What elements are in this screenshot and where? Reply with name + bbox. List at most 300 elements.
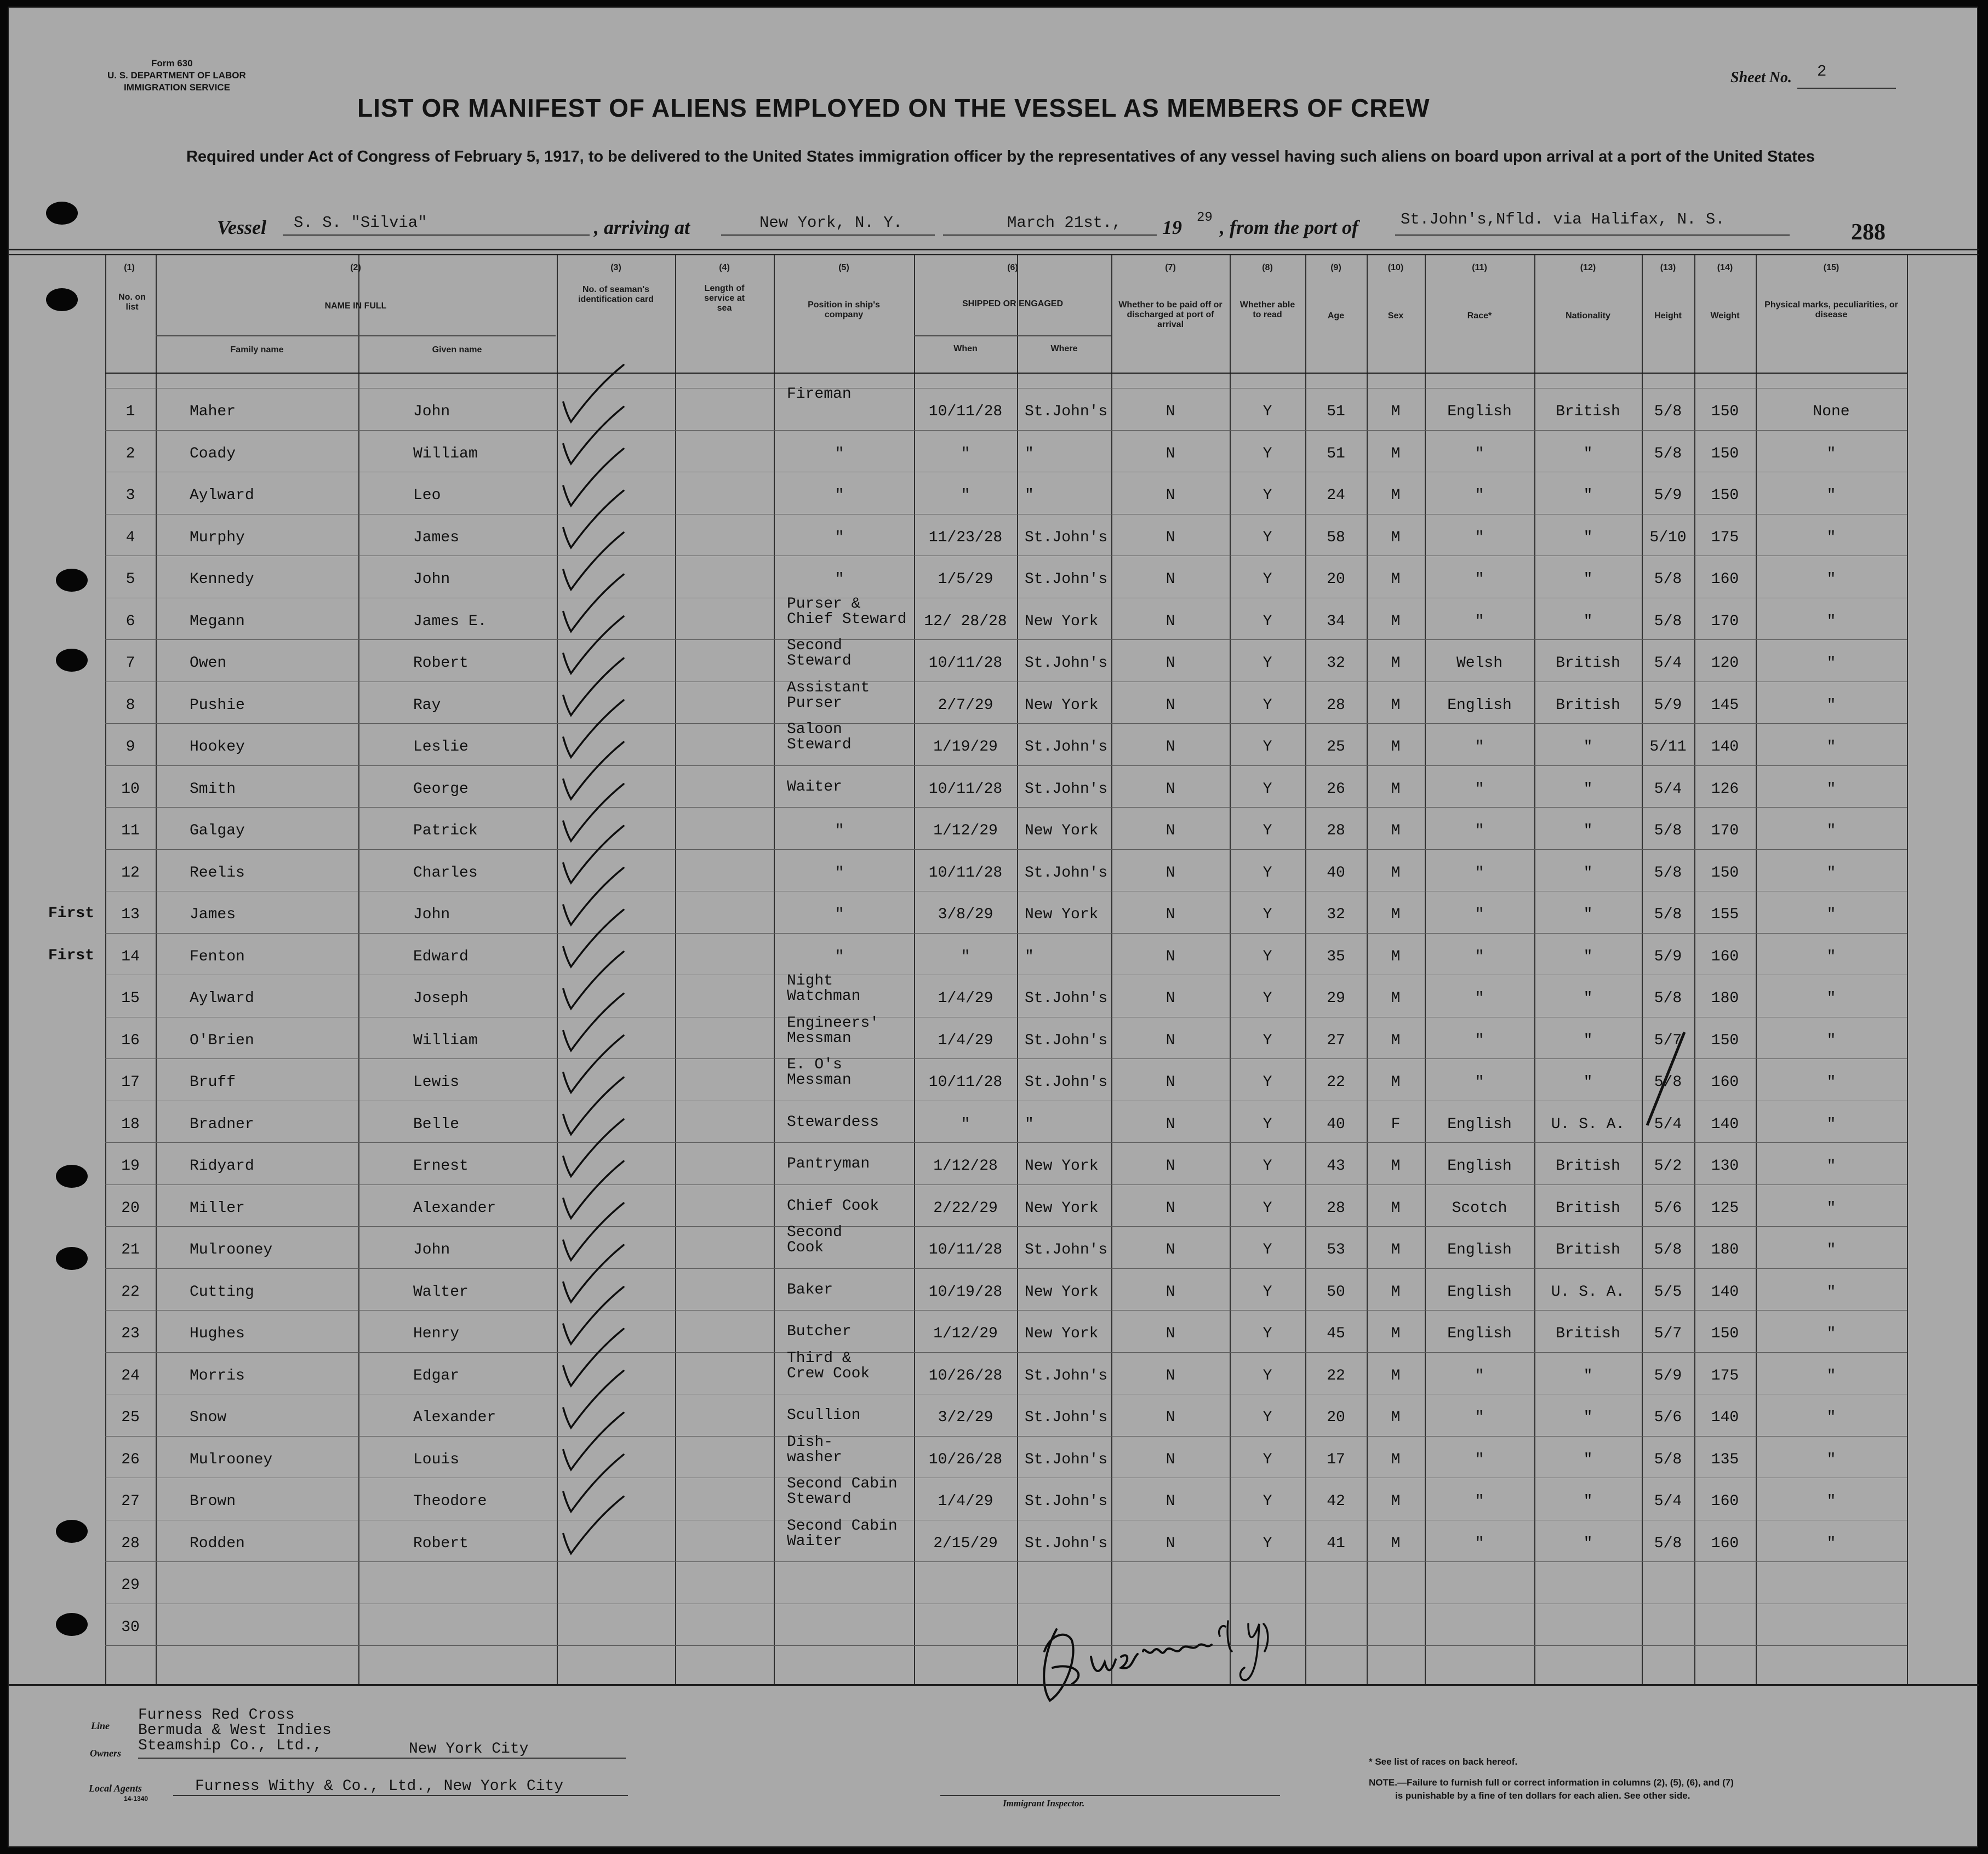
cell-given: John <box>413 1241 450 1258</box>
cell-paid: N <box>1166 822 1175 839</box>
arrival-date: March 21st., <box>1007 214 1122 232</box>
cell-pos1: Second Cabin <box>787 1518 898 1535</box>
cell-read: Y <box>1263 403 1272 420</box>
cell-given: Joseph <box>413 990 469 1007</box>
id-card-checkmark <box>563 1497 624 1554</box>
cell-when: 10/11/28 <box>928 865 1003 882</box>
note-races: * See list of races on back hereof. <box>1369 1756 1518 1767</box>
cell-read: Y <box>1263 1241 1272 1258</box>
cell-height: 5/9 <box>1654 948 1682 965</box>
cell-race: " <box>1475 739 1484 756</box>
cell-no: 21 <box>121 1241 140 1258</box>
cell-pos1: Assistant <box>787 679 870 696</box>
cell-marks: " <box>1826 1200 1836 1217</box>
cell-when: 10/11/28 <box>928 655 1003 672</box>
cell-race: English <box>1447 1325 1512 1342</box>
cell-age: 51 <box>1327 445 1345 462</box>
cell-paid: N <box>1166 1409 1175 1426</box>
cell-sex: M <box>1391 739 1401 756</box>
cell-pos2: Steward <box>787 653 852 670</box>
cell-pos2: Messman <box>787 1072 852 1089</box>
cell-sex: M <box>1391 906 1401 923</box>
cell-race: " <box>1475 1451 1484 1468</box>
cell-nat: " <box>1583 990 1593 1007</box>
cell-pos2: Steward <box>787 736 852 753</box>
cell-height: 5/8 <box>1654 1074 1682 1091</box>
id-card-checkmark <box>563 1161 624 1218</box>
cell-read: Y <box>1263 1284 1272 1301</box>
cell-weight: 160 <box>1711 1535 1739 1552</box>
cell-read: Y <box>1263 1367 1272 1384</box>
agents-label: Local Agents <box>89 1783 142 1794</box>
cell-marks: " <box>1826 948 1836 965</box>
cell-where: New York <box>1025 1158 1099 1175</box>
cell-pos2: " <box>835 487 844 504</box>
cell-sex: M <box>1391 1158 1401 1175</box>
cell-family: Coady <box>190 445 236 462</box>
owners-value-1: Bermuda & West Indies <box>138 1722 332 1739</box>
cell-weight: 170 <box>1711 613 1739 630</box>
cell-race: " <box>1475 613 1484 630</box>
cell-marks: " <box>1826 1158 1836 1175</box>
row-rule <box>105 1184 1907 1185</box>
name-subheader-rule <box>156 335 556 336</box>
cell-given: Robert <box>413 655 469 672</box>
cell-nat: " <box>1583 865 1593 882</box>
cell-when: 1/5/29 <box>938 571 993 588</box>
cell-family: Aylward <box>190 990 254 1007</box>
cell-age: 29 <box>1327 990 1345 1007</box>
cell-marks: " <box>1826 487 1836 504</box>
cell-family: O'Brien <box>190 1032 254 1049</box>
cell-where: St.John's <box>1025 529 1108 546</box>
cell-paid: N <box>1166 1200 1175 1217</box>
cell-height: 5/5 <box>1654 1284 1682 1301</box>
cell-pos2: " <box>835 906 844 923</box>
cell-paid: N <box>1166 1493 1175 1510</box>
cell-given: Ernest <box>413 1158 469 1175</box>
cell-given: Leo <box>413 487 441 504</box>
cell-sex: M <box>1391 1535 1401 1552</box>
cell-when: 1/12/29 <box>933 1325 998 1342</box>
col-physical-marks: Physical marks, peculiarities, or disease <box>1764 300 1898 319</box>
cell-read: Y <box>1263 822 1272 839</box>
form-number: Form 630 <box>151 58 193 68</box>
manifest-title: LIST OR MANIFEST OF ALIENS EMPLOYED ON THE VESSEL AS MEMBERS OF CREW <box>357 94 1430 122</box>
cell-no: 3 <box>125 487 135 504</box>
cell-race: " <box>1475 781 1484 798</box>
cell-pos2: Messman <box>787 1030 852 1047</box>
cell-read: Y <box>1263 445 1272 462</box>
cell-where: St.John's <box>1025 1367 1108 1384</box>
cell-race: English <box>1447 403 1512 420</box>
col-num-4: (4) <box>719 263 730 272</box>
cell-weight: 140 <box>1711 1409 1739 1426</box>
cell-age: 22 <box>1327 1367 1345 1384</box>
table-top-border <box>9 249 1979 250</box>
cell-given: Edward <box>413 948 469 965</box>
cell-race: " <box>1475 822 1484 839</box>
cell-age: 26 <box>1327 781 1345 798</box>
cell-nat: U. S. A. <box>1551 1116 1625 1133</box>
cell-nat: British <box>1556 1241 1620 1258</box>
cell-pos2: Stewardess <box>787 1114 879 1131</box>
cell-no: 12 <box>121 865 140 882</box>
id-card-checkmark <box>563 826 624 883</box>
line-label: Line <box>91 1720 110 1731</box>
cell-pos2: washer <box>787 1449 842 1466</box>
agents-value: Furness Withy & Co., Ltd., New York City <box>195 1778 564 1795</box>
cell-pos2: Chief Steward <box>787 611 907 628</box>
cell-family: Ridyard <box>190 1158 254 1175</box>
cell-race: " <box>1475 1367 1484 1384</box>
cell-no: 13 <box>121 906 140 923</box>
cell-weight: 160 <box>1711 1074 1739 1091</box>
arriving-label: , arriving at <box>594 216 690 238</box>
cell-height: 5/10 <box>1649 529 1687 546</box>
cell-pos2: Pantryman <box>787 1155 870 1172</box>
col-sex: Sex <box>1387 311 1404 321</box>
cell-age: 34 <box>1327 613 1345 630</box>
cell-pos2: Scullion <box>787 1407 861 1424</box>
cell-paid: N <box>1166 1367 1175 1384</box>
cell-no: 14 <box>121 948 140 965</box>
cell-given: William <box>413 1032 478 1049</box>
cell-height: 5/8 <box>1654 571 1682 588</box>
cell-pos1: Purser & <box>787 596 861 613</box>
cell-sex: M <box>1391 1032 1401 1049</box>
cell-no: 23 <box>121 1325 140 1342</box>
cell-when: " <box>961 1116 970 1133</box>
col-weight: Weight <box>1710 311 1740 321</box>
cell-marks: " <box>1826 1241 1836 1258</box>
cell-when: 1/19/29 <box>933 739 998 756</box>
column-rule <box>1367 255 1368 1685</box>
col-num-15: (15) <box>1823 263 1840 272</box>
cell-race: " <box>1475 948 1484 965</box>
cell-no: 30 <box>121 1619 140 1636</box>
cell-when: 1/12/29 <box>933 822 998 839</box>
cell-height: 5/4 <box>1654 781 1682 798</box>
cell-age: 25 <box>1327 739 1345 756</box>
cell-read: Y <box>1263 865 1272 882</box>
cell-pos2: " <box>835 948 844 965</box>
cell-read: Y <box>1263 655 1272 672</box>
cell-nat: " <box>1583 613 1593 630</box>
col-num-1: (1) <box>124 263 135 272</box>
cell-pos2: Purser <box>787 695 842 712</box>
cell-paid: N <box>1166 906 1175 923</box>
owners-label: Owners <box>90 1748 122 1759</box>
cell-nat: " <box>1583 571 1593 588</box>
cell-pos2: " <box>835 445 844 462</box>
cell-pos2: Baker <box>787 1281 833 1298</box>
arrival-port: New York, N. Y. <box>759 214 903 232</box>
cell-where: St.John's <box>1025 1493 1108 1510</box>
cell-family: Bradner <box>190 1116 254 1133</box>
id-card-checkmark <box>563 659 624 716</box>
owners-value-2: Steamship Co., Ltd., <box>138 1737 323 1754</box>
checkmark-column <box>9 8 1979 1849</box>
cell-race: " <box>1475 906 1484 923</box>
cell-marks: " <box>1826 529 1836 546</box>
cell-when: 10/11/28 <box>928 781 1003 798</box>
cell-marks: " <box>1826 1493 1836 1510</box>
cell-where: New York <box>1025 822 1099 839</box>
cell-given: Robert <box>413 1535 469 1552</box>
cell-when: 1/4/29 <box>938 990 993 1007</box>
id-card-checkmark <box>563 700 624 757</box>
cell-no: 11 <box>121 822 140 839</box>
cell-weight: 150 <box>1711 1032 1739 1049</box>
cell-family: Rodden <box>190 1535 245 1552</box>
cell-given: Alexander <box>413 1200 496 1217</box>
row-rule <box>105 1436 1907 1437</box>
cell-pos2: Waiter <box>787 1533 842 1550</box>
punch-hole <box>56 1247 88 1270</box>
cell-read: Y <box>1263 1200 1272 1217</box>
cell-marks: " <box>1826 1409 1836 1426</box>
cell-marks: " <box>1826 1074 1836 1091</box>
cell-family: Kennedy <box>190 571 254 588</box>
cell-family: Mulrooney <box>190 1241 273 1258</box>
id-card-checkmark <box>563 575 624 632</box>
cell-height: 5/8 <box>1654 990 1682 1007</box>
cell-where: St.John's <box>1025 1451 1108 1468</box>
cell-marks: " <box>1826 1284 1836 1301</box>
column-rule <box>557 255 558 1685</box>
cell-family: Miller <box>190 1200 245 1217</box>
id-card-checkmark <box>563 994 624 1051</box>
cell-pos2: Crew Cook <box>787 1365 870 1382</box>
cell-no: 22 <box>121 1284 140 1301</box>
cell-race: " <box>1475 1493 1484 1510</box>
col-able-read: Whether able to read <box>1239 300 1295 319</box>
cell-height: 5/4 <box>1654 655 1682 672</box>
punch-hole <box>46 202 78 225</box>
cell-read: Y <box>1263 1032 1272 1049</box>
cell-no: 18 <box>121 1116 140 1133</box>
cell-no: 17 <box>121 1074 140 1091</box>
cell-height: 5/8 <box>1654 906 1682 923</box>
row-rule <box>105 1226 1907 1227</box>
departure-port: St.John's,Nfld. via Halifax, N. S. <box>1401 210 1725 228</box>
cell-sex: M <box>1391 1241 1401 1258</box>
cell-given: James E. <box>413 613 487 630</box>
cell-no: 16 <box>121 1032 140 1049</box>
date-underline <box>943 234 1157 236</box>
cell-given: James <box>413 529 460 546</box>
cell-paid: N <box>1166 403 1175 420</box>
cell-sex: M <box>1391 1284 1401 1301</box>
cell-marks: " <box>1826 613 1836 630</box>
col-num-12: (12) <box>1580 263 1596 272</box>
cell-weight: 175 <box>1711 1367 1739 1384</box>
cell-sex: M <box>1391 403 1401 420</box>
cell-when: 10/11/28 <box>928 1241 1003 1258</box>
cell-paid: N <box>1166 613 1175 630</box>
cell-pos1: Dish- <box>787 1434 833 1451</box>
cell-weight: 125 <box>1711 1200 1739 1217</box>
cell-family: Aylward <box>190 487 254 504</box>
id-card-checkmark <box>563 868 624 925</box>
cell-age: 27 <box>1327 1032 1345 1049</box>
col-when: When <box>953 344 978 353</box>
cell-family: Reelis <box>190 865 245 882</box>
cell-paid: N <box>1166 1451 1175 1468</box>
cell-race: English <box>1447 1158 1512 1175</box>
cell-nat: " <box>1583 739 1593 756</box>
row-rule <box>105 765 1907 766</box>
cell-race: " <box>1475 865 1484 882</box>
col-num-2: (2) <box>350 263 361 272</box>
cell-pos1: Engineers' <box>787 1015 879 1032</box>
cell-given: William <box>413 445 478 462</box>
cell-pos2: Steward <box>787 1491 852 1508</box>
cell-age: 28 <box>1327 1200 1345 1217</box>
cell-read: Y <box>1263 1535 1272 1552</box>
column-rule <box>358 255 359 1685</box>
col-num-14: (14) <box>1717 263 1733 272</box>
cell-marks: " <box>1826 865 1836 882</box>
cell-nat: " <box>1583 487 1593 504</box>
cell-pos2: Cook <box>787 1239 824 1256</box>
cell-sex: M <box>1391 822 1401 839</box>
cell-when: 1/4/29 <box>938 1032 993 1049</box>
cell-nat: " <box>1583 1074 1593 1091</box>
cell-no: 1 <box>125 403 135 420</box>
cell-paid: N <box>1166 1284 1175 1301</box>
cell-where: New York <box>1025 613 1099 630</box>
cell-height: 5/9 <box>1654 487 1682 504</box>
column-rule <box>1694 255 1695 1685</box>
cell-race: " <box>1475 487 1484 504</box>
cell-family: Murphy <box>190 529 245 546</box>
cell-pos2: " <box>835 529 844 546</box>
cell-age: 20 <box>1327 1409 1345 1426</box>
col-no-on-list: No. on list <box>118 293 146 312</box>
cell-sex: M <box>1391 613 1401 630</box>
column-rule <box>1756 255 1757 1685</box>
cell-pos1: Fireman <box>787 386 852 403</box>
cell-pos1: Second <box>787 637 842 654</box>
cell-family: Maher <box>190 403 236 420</box>
cell-where: New York <box>1025 1325 1099 1342</box>
cell-when: 10/11/28 <box>928 403 1003 420</box>
cell-where: St.John's <box>1025 1241 1108 1258</box>
manifest-sheet <box>8 7 1978 1847</box>
inspector-line <box>940 1795 1280 1796</box>
manifest-subtitle: Required under Act of Congress of February 5, 1917, to be delivered to the United States immigration officer by the representatives of any vessel having such aliens on board upon arrival at a port of the United States <box>186 148 1815 165</box>
cell-where: St.John's <box>1025 739 1108 756</box>
cell-race: " <box>1475 1074 1484 1091</box>
cell-age: 24 <box>1327 487 1345 504</box>
cell-read: Y <box>1263 613 1272 630</box>
col-family-name: Family name <box>230 345 284 354</box>
cell-age: 32 <box>1327 655 1345 672</box>
cell-race: " <box>1475 1535 1484 1552</box>
cell-marks: " <box>1826 1451 1836 1468</box>
cell-given: John <box>413 403 450 420</box>
cell-marks: " <box>1826 906 1836 923</box>
cell-pos1: Second <box>787 1224 842 1241</box>
cell-given: Ray <box>413 697 441 714</box>
cell-pos1: Second Cabin <box>787 1475 898 1492</box>
row-rule <box>105 1352 1907 1353</box>
cell-given: Alexander <box>413 1409 496 1426</box>
column-rule <box>914 255 915 1685</box>
cell-paid: N <box>1166 948 1175 965</box>
cell-family: Galgay <box>190 822 245 839</box>
row-rule <box>105 807 1907 808</box>
cell-when: 10/11/28 <box>928 1074 1003 1091</box>
cell-paid: N <box>1166 1158 1175 1175</box>
cell-weight: 155 <box>1711 906 1739 923</box>
cell-weight: 160 <box>1711 948 1739 965</box>
id-card-checkmark <box>563 449 624 506</box>
cell-marks: " <box>1826 1032 1836 1049</box>
cell-weight: 140 <box>1711 1284 1739 1301</box>
cell-read: Y <box>1263 990 1272 1007</box>
cell-sex: M <box>1391 655 1401 672</box>
cell-sex: M <box>1391 697 1401 714</box>
cell-age: 17 <box>1327 1451 1345 1468</box>
id-card-checkmark <box>563 952 624 1009</box>
id-card-checkmark <box>563 742 624 799</box>
cell-given: Theodore <box>413 1493 487 1510</box>
cell-height: 5/8 <box>1654 822 1682 839</box>
col-id-card: No. of seaman's identification card <box>578 285 654 304</box>
cell-height: 5/11 <box>1649 739 1687 756</box>
cell-nat: " <box>1583 822 1593 839</box>
id-card-checkmark <box>563 1245 624 1302</box>
cell-family: Fenton <box>190 948 245 965</box>
cell-given: Patrick <box>413 822 478 839</box>
note-failure-1: NOTE.—Failure to furnish full or correct information in columns (2), (5), (6), and (7) <box>1369 1777 1734 1788</box>
punch-hole <box>56 1520 88 1543</box>
cell-where: St.John's <box>1025 1409 1108 1426</box>
cell-marks: " <box>1826 739 1836 756</box>
cell-read: Y <box>1263 1325 1272 1342</box>
cell-marks: " <box>1826 822 1836 839</box>
agents-form-code: 14-1340 <box>124 1795 148 1802</box>
cell-marks: " <box>1826 655 1836 672</box>
owners-underline <box>138 1758 626 1759</box>
cell-weight: 175 <box>1711 529 1739 546</box>
cell-when: 2/7/29 <box>938 697 993 714</box>
cell-when: 12/ 28/28 <box>924 613 1007 630</box>
cell-pos1: Third & <box>787 1350 852 1367</box>
cell-paid: N <box>1166 739 1175 756</box>
cell-weight: 180 <box>1711 1241 1739 1258</box>
cell-marks: " <box>1826 1325 1836 1342</box>
cell-sex: M <box>1391 1409 1401 1426</box>
cell-when: 10/19/28 <box>928 1284 1003 1301</box>
owners-city: New York City <box>409 1741 529 1758</box>
cell-where: " <box>1025 445 1034 462</box>
sheet-label: Sheet No. <box>1730 69 1792 86</box>
cell-when: 2/22/29 <box>933 1200 998 1217</box>
cell-nat: " <box>1583 1409 1593 1426</box>
cell-sex: M <box>1391 529 1401 546</box>
cell-read: Y <box>1263 487 1272 504</box>
cell-no: 4 <box>125 529 135 546</box>
cell-height: 5/8 <box>1654 1535 1682 1552</box>
department-label: U. S. DEPARTMENT OF LABOR <box>107 70 246 81</box>
row-rule <box>105 1561 1907 1562</box>
cell-paid: N <box>1166 655 1175 672</box>
cell-family: Morris <box>190 1367 245 1384</box>
